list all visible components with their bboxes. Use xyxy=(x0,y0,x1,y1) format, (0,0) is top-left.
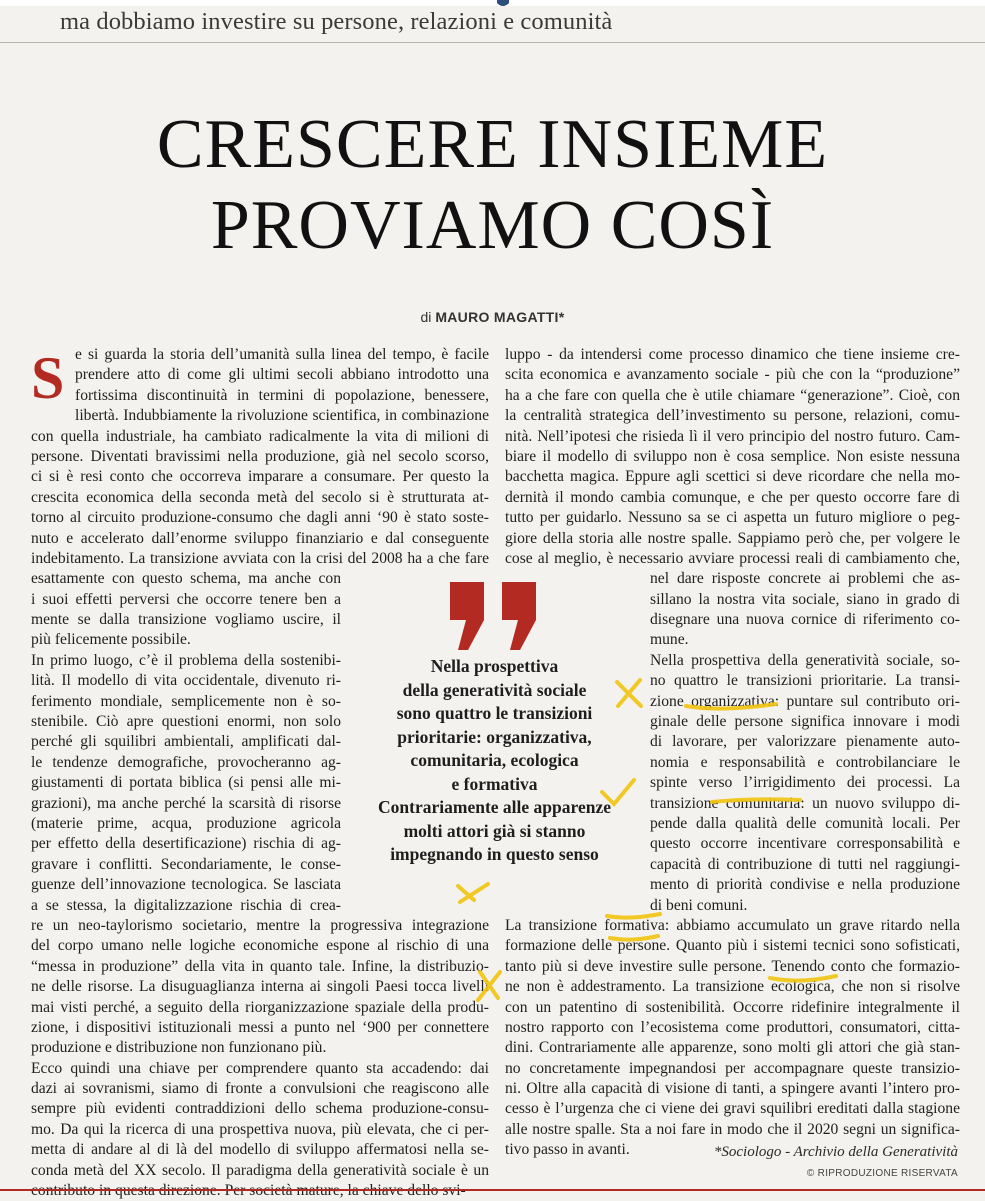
text-line: disegnare una nuova cornice di riferimento co- xyxy=(650,611,960,629)
text-line: e si guarda la storia dell’umanità sulla linea del tempo, è facile xyxy=(75,346,489,363)
text-line: transizione comunitaria: un nuovo sviluppo di- xyxy=(650,794,960,812)
text-line: biare il modello di sviluppo non è cosa semplice. Non esiste nessuna xyxy=(505,447,960,465)
text-line: i suoi effetti perversi che occorre tenere ben a xyxy=(31,590,341,608)
text-line: libertà. Indubbiamente la rivoluzione scientifica, in combinazione xyxy=(75,407,489,425)
text-line: Nella prospettiva della generatività sociale, so- xyxy=(650,651,960,669)
text-line: dazi ai sovranismi, siamo di fronte a convulsioni che reagiscono alle xyxy=(31,1080,489,1098)
text-line: tutto per guidarlo. Nessuno sa se ci aspetta un futuro migliore o peg- xyxy=(505,509,960,527)
text-line: mai visti perché, a seguito della riorganizzazione spaziale della produ- xyxy=(31,998,489,1016)
pull-quote-line: della generatività sociale xyxy=(402,679,587,700)
text-line: grazioni), ma anche perché la scarsità di risorse xyxy=(31,794,341,812)
headline-line-1: CRESCERE INSIEME xyxy=(156,106,829,183)
text-line: ginale delle persone significa innovare i modi xyxy=(650,713,960,731)
text-line: gravare i conflitti. Secondariamente, le conse- xyxy=(31,855,341,873)
pull-quote-line: prioritarie: organizzativa, xyxy=(397,726,592,747)
text-line: persone. Diventati bravissimi nella produzione, già nel secolo scorso, xyxy=(31,447,489,465)
text-line: nità. Nell’ipotesi che risieda lì il vero principio del nostro futuro. Cam- xyxy=(505,427,960,445)
text-line: mento di priorità condivise e nella produzione xyxy=(650,876,960,894)
text-line: ci si è resi conto che occorreva imparare a consumare. Per questo la xyxy=(31,468,489,486)
text-line: esattamente con questo schema, ma anche con xyxy=(31,570,341,588)
text-line: ha a che fare con quella che è utile chiamare “generazione”. Cioè, con xyxy=(505,386,960,404)
text-line: cose al meglio, è necessario avviare processi reali di cambiamento che, xyxy=(505,549,960,567)
text-line: nuto e accelerato dall’enorme sviluppo finanziario e dal conseguente xyxy=(31,529,489,547)
text-line: sillano la nostra vita sociale, siano in grado di xyxy=(650,590,960,608)
text-line: pende dalla qualità delle comunità locali. Per xyxy=(650,814,960,832)
text-line: crescita economica della seconda metà del secolo si è strutturata at- xyxy=(31,488,489,506)
text-line: guenze dell’innovazione tecnologica. Se lasciata xyxy=(31,876,341,894)
text-line xyxy=(31,1181,489,1201)
pull-quote xyxy=(352,655,637,867)
text-line: fortissima discontinuità in termini di popolazione, benessere, xyxy=(75,386,489,404)
text-line: no quattro le transizioni prioritarie. La transi- xyxy=(650,672,960,690)
text-line: del corpo umano nelle logiche economiche espone al rischio di una xyxy=(31,937,489,955)
text-line: ferimento mondiale, semplicemente non è so- xyxy=(31,692,341,710)
text-line: no concretamente impegnandosi per accompagnare queste transizio- xyxy=(505,1059,960,1077)
text-line: “messa in produzione” della vita in quanto tale. Infine, la distribuzio- xyxy=(31,957,489,975)
text-line: mo. Da qui la ricerca di una prospettiva nuova, più elevata, che ci per- xyxy=(31,1120,489,1138)
kicker-divider xyxy=(0,42,985,43)
text-line: In primo luogo, c’è il problema della sostenibi- xyxy=(31,651,341,669)
text-line: alle nostre spalle. Sta a noi fare in modo che il 2020 segni un significa- xyxy=(505,1120,960,1138)
text-line: zione organizzativa: puntare sul contributo ori- xyxy=(650,692,960,710)
pull-quote-line: molti attori già si stanno xyxy=(403,820,586,841)
text-line: più felicemente possibile. xyxy=(31,631,191,649)
text-line: ne delle risorse. La disuguaglianza interna ai singoli Paesi tocca livelli xyxy=(31,978,489,996)
text-line: scita economica e avanzamento sociale - più che con la “produzione” xyxy=(505,366,960,384)
text-line: di beni comuni. xyxy=(650,896,748,914)
text-line: sempre più evidenti contraddizioni dello schema produzione-consu- xyxy=(31,1100,489,1118)
byline-prefix: di xyxy=(420,309,432,325)
text-line: re un neo-taylorismo societario, mentre la progressiva integrazione xyxy=(31,916,489,934)
drop-cap: S xyxy=(31,345,65,411)
text-line: a se stessa, la digitalizzazione rischia di crea- xyxy=(31,896,341,914)
text-line: perché gli squilibri ambientali, amplificati dal- xyxy=(31,733,341,751)
headline-line-2: PROVIAMO COSÌ xyxy=(210,187,775,264)
text-line: produzione e distribuzione non funzionano più. xyxy=(31,1039,327,1057)
text-line: stenibile. Ciò apre questioni enormi, non solo xyxy=(31,713,341,731)
text-line: metta di andare al di là del modello di sviluppo affermatosi nella se- xyxy=(31,1141,489,1159)
text-line: nostro rapporto con l’ecosistema come produttori, consumatori, citta- xyxy=(505,1018,960,1036)
text-line: (materie prime, acqua, produzione agricola xyxy=(31,814,341,832)
text-line: di lavorare, per valorizzare pienamente auto- xyxy=(650,733,960,751)
text-line: cesso è l’urgenza che ci viene dei gravi squilibri ereditati dalla stagione xyxy=(505,1100,960,1118)
pull-quote-line: Nella prospettiva xyxy=(430,656,559,676)
pull-quote-line: impegnando in questo senso xyxy=(390,844,599,864)
text-line: Ecco quindi una chiave per comprendere quanto sta accadendo: dai xyxy=(31,1059,489,1077)
text-line: spinte verso l’irrigidimento dei processi. La xyxy=(650,774,960,792)
text-line: indebitamento. La transizione avviata con la crisi del 2008 ha a che fare xyxy=(31,549,489,567)
text-line: nel dare risposte concrete ai problemi che as- xyxy=(650,570,960,588)
text-line: la centralità strategica dell’investimento su persone, relazioni, comu- xyxy=(505,407,960,425)
text-line: tivo passo in avanti. xyxy=(505,1141,630,1159)
text-line: con un patentino di sostenibilità. Occorre ridefinire integralmente il xyxy=(505,998,960,1016)
pull-quote-line: Contrariamente alle apparenze xyxy=(378,797,611,817)
quote-mark-icon xyxy=(446,582,542,652)
author-name: MAURO MAGATTI* xyxy=(435,309,565,325)
text-line: luppo - da intendersi come processo dinamico che tiene insieme cre- xyxy=(505,346,960,363)
text-line: bacchetta magica. Eppure agli scettici si deve ricordare che nella mo- xyxy=(505,468,960,486)
pull-quote-line: sono quattro le transizioni xyxy=(396,703,593,723)
text-line: mune. xyxy=(650,631,689,649)
pull-quote-line: e formativa xyxy=(451,773,538,794)
text-line: le tendenze demografiche, provocheranno ag- xyxy=(31,753,341,771)
text-line: giustamenti di portata biblica (si pensi alle mi- xyxy=(31,774,341,792)
footer-divider xyxy=(0,1189,985,1191)
kicker: ma dobbiamo investire su persone, relazioni e comunità xyxy=(60,8,613,35)
text-line: dini. Contrariamente alle apparenze, sono molti gli attori che già stan- xyxy=(505,1039,960,1057)
text-line: mente se dalla transizione vogliamo uscire, il xyxy=(31,611,341,629)
text-line: con quella industriale, ha cambiato radicalmente la vita di milioni di xyxy=(31,427,489,445)
byline xyxy=(0,308,985,326)
footnote-signature: *Sociologo - Archivio della Generatività xyxy=(713,1144,958,1160)
text-line: ni. Oltre alla capacità di visione di tanti, a spingere avanti l’intero pro- xyxy=(505,1080,960,1098)
text-line: formazione delle persone. Quanto più i sistemi tecnici sono sofisticati, xyxy=(505,937,960,955)
text-line: tanto più si deve investire sulle persone. Tenendo conto che formazio- xyxy=(505,957,960,975)
text-line: questo occorre incentivare corresponsabilità e xyxy=(650,835,960,853)
text-line: per effetto della desertificazione) rischia di ag- xyxy=(31,835,341,853)
text-line: prendere atto di come gli ultimi secoli abbiano introdotto una xyxy=(75,366,489,384)
text-line: conda metà del XX secolo. Il paradigma della generatività sociale è un xyxy=(31,1161,489,1179)
text-line: capacità di contribuzione di tutti nel raggiungi- xyxy=(650,855,960,873)
text-line: dernità il mondo cambia comunque, e che per questo occorre fare di xyxy=(505,488,960,506)
text-line: torno al circuito produzione-consumo che dagli anni ‘90 è stato soste- xyxy=(31,509,489,527)
text-line: lità. Il modello di vita occidentale, divenuto ri- xyxy=(31,672,341,690)
text-line: La transizione formativa: abbiamo accumulato un grave ritardo nella xyxy=(505,916,960,934)
text-line: ne non è addestramento. La transizione ecologica, che non si risolve xyxy=(505,978,960,996)
copyright-notice: © RIPRODUZIONE RISERVATA xyxy=(806,1168,958,1179)
pull-quote-line: comunitaria, ecologica xyxy=(410,750,579,770)
text-line: zione, i dispositivi istituzionali messi a punto nel ‘900 per connettere xyxy=(31,1018,489,1036)
text-line: giore della storia alle nostre spalle. Sappiamo però che, per volgere le xyxy=(505,529,960,547)
text-line: nomia e responsabilità e controbilanciare le xyxy=(650,753,960,771)
